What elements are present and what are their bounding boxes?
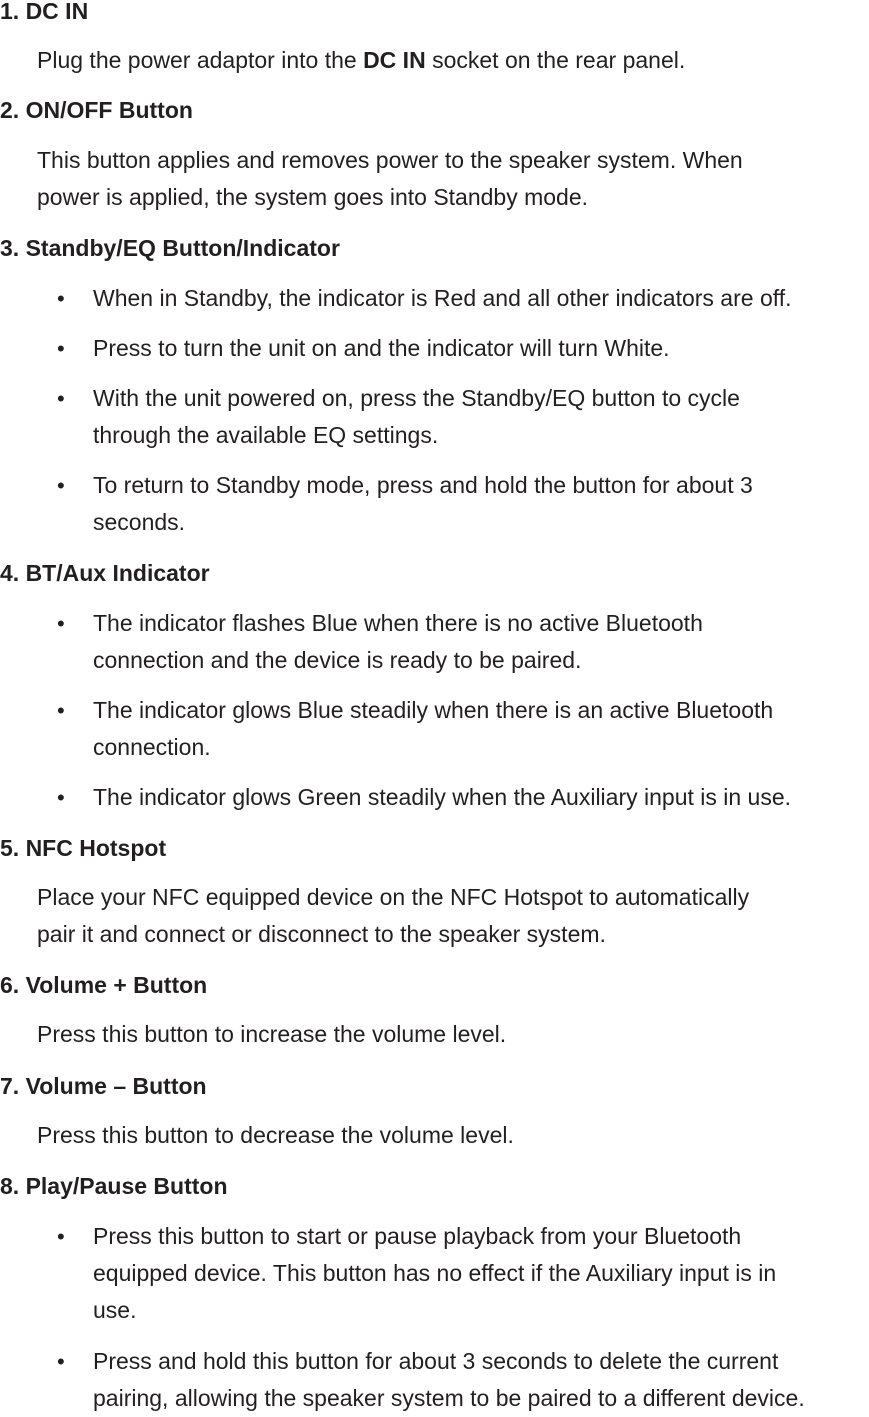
bullet-line: The indicator glows Blue steadily when there is an active Bluetooth xyxy=(93,697,774,723)
section-heading-bt-aux: 4. BT/Aux Indicator xyxy=(0,560,210,586)
bullet-line: To return to Standby mode, press and hold the button for about 3 xyxy=(93,472,753,498)
bullet-line: connection. xyxy=(93,734,211,760)
bullet-icon: • xyxy=(57,1224,65,1249)
bullet-line: Press to turn the unit on and the indicator will turn White. xyxy=(93,335,670,361)
paragraph-line: Place your NFC equipped device on the NFC Hotspot to automatically xyxy=(37,884,750,910)
section-heading-dc-in: 1. DC IN xyxy=(0,0,89,24)
bullet-line: use. xyxy=(93,1297,137,1323)
bullet-icon: • xyxy=(57,698,65,723)
bullet-item xyxy=(93,467,753,541)
bullet-icon: • xyxy=(57,473,65,498)
bullet-item xyxy=(93,330,670,367)
bullet-line: The indicator flashes Blue when there is no active Bluetooth xyxy=(93,610,703,636)
bullet-item xyxy=(93,779,791,816)
bullet-item xyxy=(93,1343,805,1417)
bullet-icon: • xyxy=(57,785,65,810)
bullet-line: pairing, allowing the speaker system to be paired to a different device. xyxy=(93,1385,805,1411)
bullet-item xyxy=(93,380,740,454)
section-paragraph-on-off xyxy=(37,142,743,216)
section-paragraph-nfc xyxy=(37,879,749,953)
paragraph-bold-text: DC IN xyxy=(363,47,426,73)
bullet-item xyxy=(93,605,703,679)
section-paragraph-dc-in xyxy=(37,42,685,79)
paragraph-line: pair it and connect or disconnect to the speaker system. xyxy=(37,921,606,947)
paragraph-text: Plug the power adaptor into the xyxy=(37,47,364,73)
bullet-line: With the unit powered on, press the Standby/EQ button to cycle xyxy=(93,385,740,411)
section-heading-standby-eq: 3. Standby/EQ Button/Indicator xyxy=(0,235,340,261)
bullet-line: seconds. xyxy=(93,509,186,535)
section-heading-play-pause: 8. Play/Pause Button xyxy=(0,1173,228,1199)
section-heading-nfc: 5. NFC Hotspot xyxy=(0,835,167,861)
section-heading-volume-up: 6. Volume + Button xyxy=(0,972,208,998)
section-paragraph-volume-up xyxy=(37,1016,506,1053)
bullet-item xyxy=(93,280,792,317)
paragraph-line: Press this button to decrease the volume level. xyxy=(37,1122,514,1148)
bullet-line: equipped device. This button has no effect if the Auxiliary input is in xyxy=(93,1260,777,1286)
bullet-line: The indicator glows Green steadily when the Auxiliary input is in use. xyxy=(93,784,792,810)
bullet-line: Press this button to start or pause playback from your Bluetooth xyxy=(93,1223,742,1249)
bullet-icon: • xyxy=(57,386,65,411)
section-heading-volume-down: 7. Volume – Button xyxy=(0,1073,207,1099)
bullet-icon: • xyxy=(57,1349,65,1374)
bullet-line: When in Standby, the indicator is Red and all other indicators are off. xyxy=(93,285,792,311)
section-heading-on-off: 2. ON/OFF Button xyxy=(0,97,193,123)
paragraph-text: socket on the rear panel. xyxy=(425,47,686,73)
paragraph-line: power is applied, the system goes into Standby mode. xyxy=(37,184,589,210)
section-paragraph-volume-down xyxy=(37,1117,514,1154)
bullet-line: connection and the device is ready to be paired. xyxy=(93,647,582,673)
bullet-item xyxy=(93,1218,776,1329)
bullet-line: through the available EQ settings. xyxy=(93,422,439,448)
bullet-icon: • xyxy=(57,286,65,311)
bullet-icon: • xyxy=(57,611,65,636)
paragraph-line: This button applies and removes power to the speaker system. When xyxy=(37,147,743,173)
bullet-item xyxy=(93,692,773,766)
bullet-line: Press and hold this button for about 3 seconds to delete the current xyxy=(93,1348,779,1374)
bullet-icon: • xyxy=(57,336,65,361)
paragraph-line: Press this button to increase the volume level. xyxy=(37,1021,507,1047)
